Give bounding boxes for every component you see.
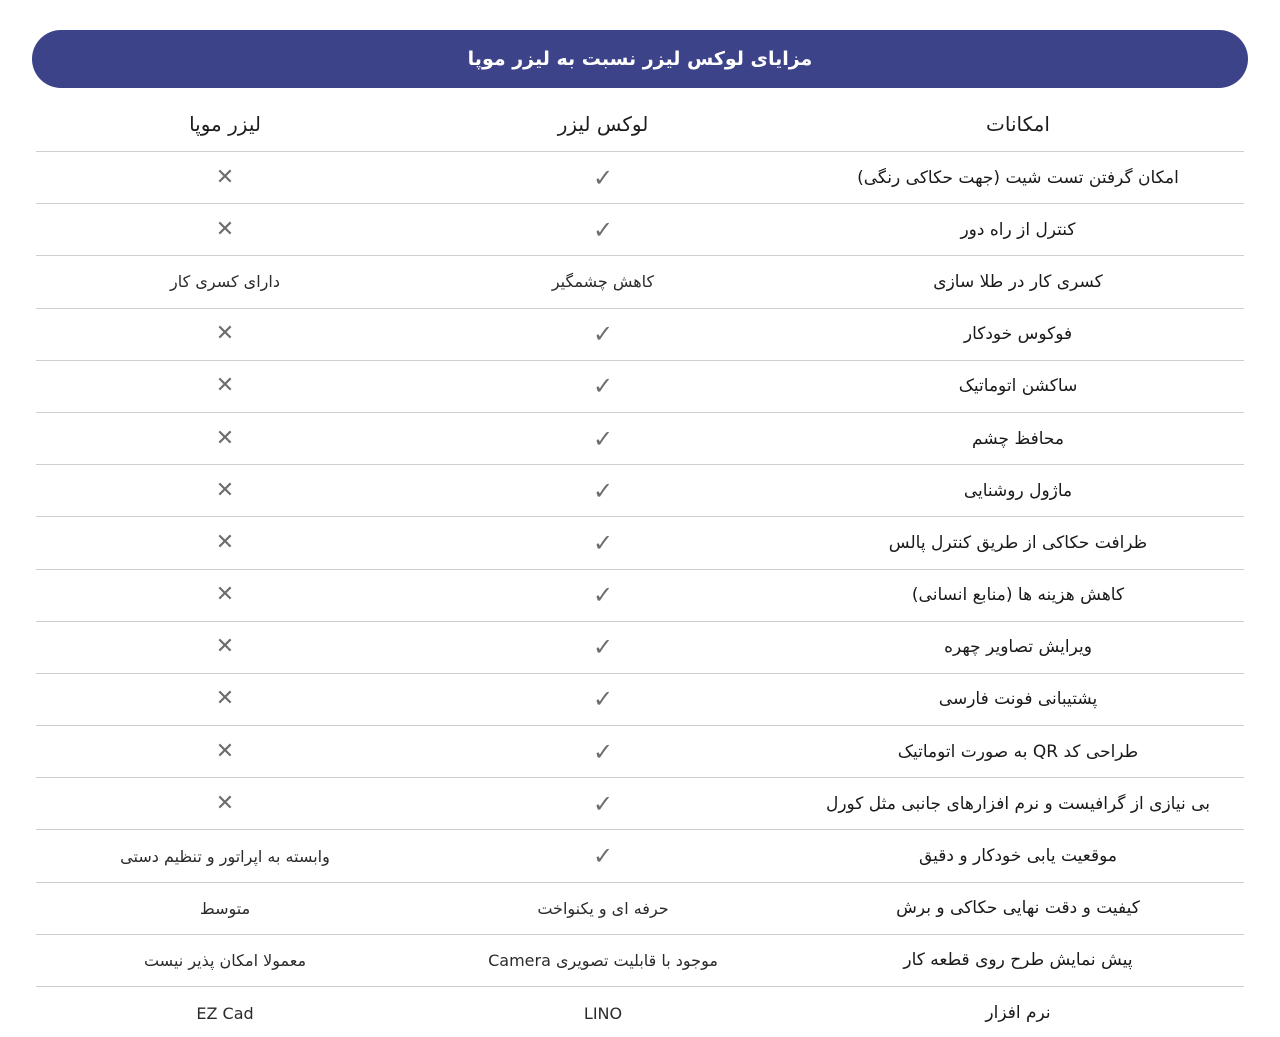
- table-row: [36, 987, 1244, 1037]
- cell-feature-label: محافظ چشم: [972, 428, 1064, 449]
- check-icon: ✓: [592, 581, 614, 610]
- cell-feature-label: طراحی کد QR به صورت اتوماتیک: [897, 741, 1139, 762]
- table-row: [36, 674, 1244, 726]
- cell-feature-label: ساکشن اتوماتیک: [958, 376, 1078, 397]
- column-header-mopa-laser-label: لیزر موپا: [189, 111, 261, 136]
- cell-mopa-laser-label: متوسط: [199, 898, 251, 918]
- cell-feature: [792, 413, 1244, 464]
- cell-feature: [792, 987, 1244, 1037]
- cell-lux-laser: [414, 622, 792, 673]
- cell-lux-laser: [414, 152, 792, 203]
- cross-icon: ✕: [215, 529, 235, 555]
- table-row: [36, 256, 1244, 308]
- check-icon: ✓: [592, 215, 614, 244]
- cell-lux-laser: [414, 309, 792, 360]
- cell-feature-label: ویرایش تصاویر چهره: [944, 637, 1092, 658]
- cell-mopa-laser: [36, 726, 414, 777]
- cell-feature: [792, 778, 1244, 829]
- cell-mopa-laser-label: دارای کسری کار: [170, 272, 280, 292]
- cell-feature: [792, 152, 1244, 203]
- table-row: [36, 883, 1244, 935]
- table-row: [36, 778, 1244, 830]
- table-row: [36, 309, 1244, 361]
- cell-mopa-laser: [36, 570, 414, 621]
- cell-lux-laser: [414, 517, 792, 568]
- cell-mopa-laser: [36, 987, 414, 1037]
- cell-lux-laser: [414, 778, 792, 829]
- cell-feature: [792, 726, 1244, 777]
- cell-lux-laser: [414, 465, 792, 516]
- cross-icon: ✕: [215, 634, 235, 660]
- cell-mopa-laser: [36, 778, 414, 829]
- cell-feature: [792, 204, 1244, 255]
- column-header-features: [792, 96, 1244, 151]
- column-header-features-label: امکانات: [986, 111, 1050, 136]
- cell-feature-label: کسری کار در طلا سازی: [933, 271, 1103, 292]
- cell-feature-label: نرم افزار: [985, 1003, 1051, 1024]
- cell-mopa-laser: [36, 465, 414, 516]
- cross-icon: ✕: [215, 425, 235, 451]
- check-icon: ✓: [592, 633, 614, 662]
- cell-lux-laser: [414, 830, 792, 881]
- cell-feature-label: کیفیت و دقت نهایی حکاکی و برش: [896, 898, 1140, 919]
- table-row: [36, 935, 1244, 987]
- cell-feature-label: کنترل از راه دور: [960, 219, 1076, 240]
- cell-feature: [792, 465, 1244, 516]
- cell-mopa-laser: [36, 935, 414, 986]
- table-row: [36, 622, 1244, 674]
- cross-icon: ✕: [215, 686, 235, 712]
- cell-mopa-laser: [36, 883, 414, 934]
- cell-mopa-laser: [36, 517, 414, 568]
- cross-icon: ✕: [215, 321, 235, 347]
- check-icon: ✓: [592, 320, 614, 349]
- cell-lux-laser: [414, 204, 792, 255]
- cell-mopa-laser: [36, 361, 414, 412]
- table-row: [36, 361, 1244, 413]
- cell-feature-label: ظرافت حکاکی از طریق کنترل پالس: [888, 532, 1148, 553]
- cell-lux-laser-label: موجود با قابلیت تصویری Camera: [488, 950, 718, 970]
- cross-icon: ✕: [215, 164, 235, 190]
- cross-icon: ✕: [215, 373, 235, 399]
- check-icon: ✓: [592, 842, 614, 871]
- table-row: [36, 517, 1244, 569]
- cell-mopa-laser: [36, 413, 414, 464]
- cell-feature-label: پشتیبانی فونت فارسی: [938, 689, 1098, 710]
- cell-feature: [792, 256, 1244, 307]
- cell-feature: [792, 309, 1244, 360]
- cell-mopa-laser-label: EZ Cad: [196, 1003, 254, 1023]
- cell-mopa-laser: [36, 309, 414, 360]
- column-header-lux-laser: [414, 96, 792, 151]
- table-row: [36, 830, 1244, 882]
- cell-lux-laser-label: LINO: [583, 1003, 623, 1023]
- cell-lux-laser: [414, 726, 792, 777]
- title-banner: [32, 30, 1248, 88]
- cell-lux-laser: [414, 674, 792, 725]
- cell-lux-laser: [414, 987, 792, 1037]
- cell-feature: [792, 622, 1244, 673]
- check-icon: ✓: [592, 528, 614, 557]
- cell-lux-laser: [414, 256, 792, 307]
- table-row: [36, 413, 1244, 465]
- cell-mopa-laser: [36, 204, 414, 255]
- cell-lux-laser: [414, 883, 792, 934]
- cell-feature: [792, 361, 1244, 412]
- cell-feature-label: فوکوس خودکار: [963, 324, 1073, 345]
- cell-feature-label: موقعیت یابی خودکار و دقیق: [918, 846, 1118, 867]
- table-row: [36, 726, 1244, 778]
- cell-mopa-laser: [36, 674, 414, 725]
- check-icon: ✓: [592, 372, 614, 401]
- check-icon: ✓: [592, 685, 614, 714]
- cell-feature-label: کاهش هزینه ها (منابع انسانی): [911, 585, 1125, 606]
- table-row: [36, 204, 1244, 256]
- cell-feature: [792, 935, 1244, 986]
- cell-lux-laser: [414, 935, 792, 986]
- cross-icon: ✕: [215, 582, 235, 608]
- check-icon: ✓: [592, 476, 614, 505]
- cell-lux-laser: [414, 570, 792, 621]
- cell-mopa-laser-label: وابسته به اپراتور و تنظیم دستی: [120, 846, 330, 866]
- table-body: [36, 152, 1244, 1037]
- column-header-mopa-laser: [36, 96, 414, 151]
- cell-feature: [792, 830, 1244, 881]
- table-header-row: [36, 96, 1244, 152]
- cross-icon: ✕: [215, 216, 235, 242]
- cell-lux-laser: [414, 361, 792, 412]
- page-title: مزایای لوکس لیزر نسبت به لیزر موپا: [467, 48, 813, 70]
- cell-mopa-laser: [36, 256, 414, 307]
- cell-lux-laser: [414, 413, 792, 464]
- cell-feature: [792, 570, 1244, 621]
- cell-feature-label: پیش نمایش طرح روی قطعه کار: [903, 950, 1133, 971]
- table-row: [36, 465, 1244, 517]
- check-icon: ✓: [592, 424, 614, 453]
- check-icon: ✓: [592, 737, 614, 766]
- check-icon: ✓: [592, 789, 614, 818]
- comparison-table: [36, 96, 1244, 1037]
- cell-feature-label: بی نیازی از گرافیست و نرم افزارهای جانبی مثل کورل: [825, 793, 1211, 814]
- cross-icon: ✕: [215, 790, 235, 816]
- cell-feature: [792, 517, 1244, 568]
- cross-icon: ✕: [215, 738, 235, 764]
- cell-feature: [792, 674, 1244, 725]
- table-row: [36, 152, 1244, 204]
- check-icon: ✓: [592, 163, 614, 192]
- cell-feature: [792, 883, 1244, 934]
- cell-feature-label: امکان گرفتن تست شیت (جهت حکاکی رنگی): [857, 167, 1179, 188]
- cell-mopa-laser-label: معمولا امکان پذیر نیست: [143, 950, 307, 970]
- cell-feature-label: ماژول روشنایی: [963, 480, 1073, 501]
- cell-lux-laser-label: حرفه ای و یکنواخت: [537, 898, 669, 918]
- cell-mopa-laser: [36, 830, 414, 881]
- cell-mopa-laser: [36, 152, 414, 203]
- table-row: [36, 570, 1244, 622]
- cell-mopa-laser: [36, 622, 414, 673]
- cell-lux-laser-label: کاهش چشمگیر: [551, 272, 655, 292]
- column-header-lux-laser-label: لوکس لیزر: [557, 111, 649, 136]
- cross-icon: ✕: [215, 477, 235, 503]
